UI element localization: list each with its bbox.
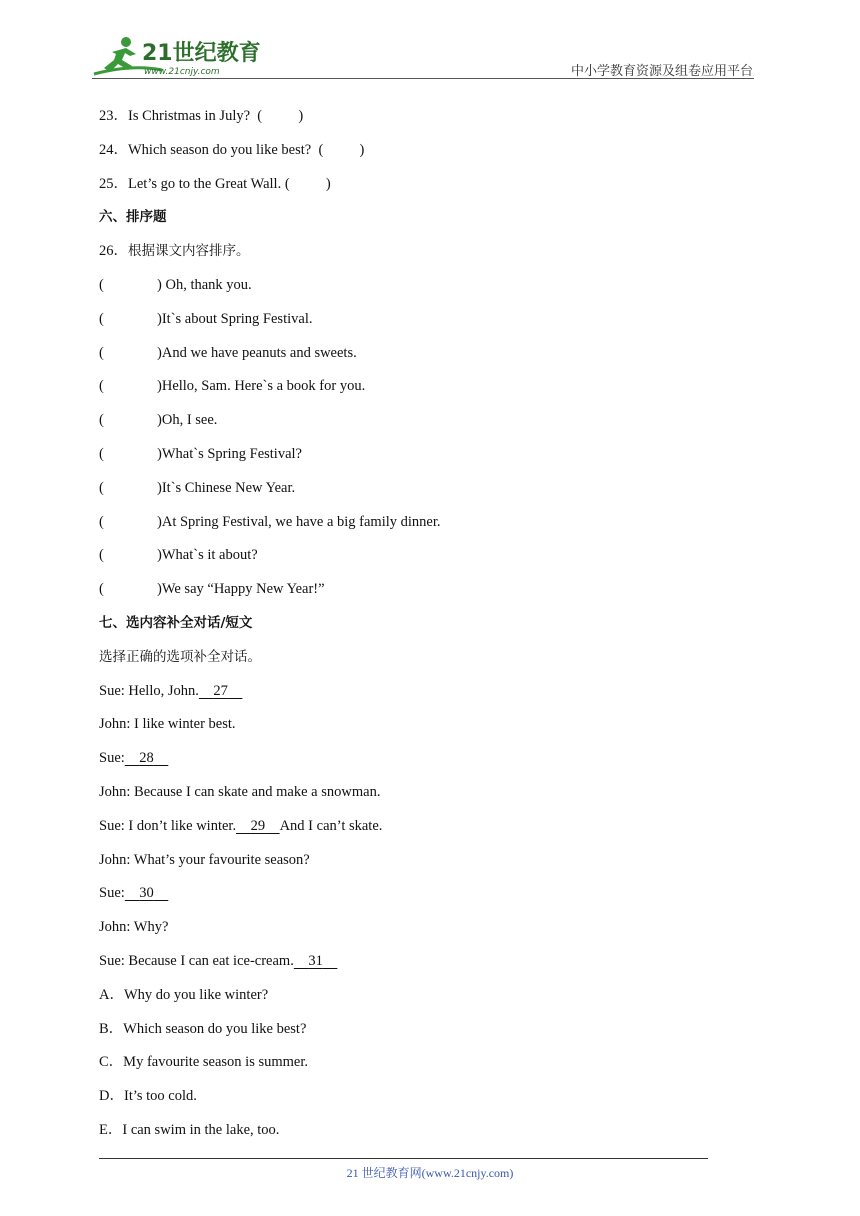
dialogue-line: John: What’s your favourite season? <box>99 851 310 868</box>
option-a: A．Why do you like winter? <box>99 986 269 1003</box>
option-b: B．Which season do you like best? <box>99 1020 307 1037</box>
question-24: 24．Which season do you like best? ( ) <box>99 141 365 158</box>
option-d: D．It’s too cold. <box>99 1088 197 1105</box>
order-item: ( )What`s Spring Festival? <box>99 445 302 462</box>
dialogue-line: Sue: 30 <box>99 885 154 902</box>
order-item: ( )At Spring Festival, we have a big family dinner. <box>99 513 441 530</box>
dialogue-line: Sue: Because I can eat ice-cream. 31 <box>99 952 323 969</box>
question-23: 23．Is Christmas in July? ( ) <box>99 108 304 124</box>
order-item: ( ) Oh, thank you. <box>99 276 252 293</box>
platform-name: 中小学教育资源及组卷应用平台 <box>571 64 754 79</box>
order-item: ( )It`s about Spring Festival. <box>99 310 313 327</box>
order-item: ( )And we have peanuts and sweets. <box>99 344 357 361</box>
site-logo <box>92 34 262 80</box>
order-item: ( )What`s it about? <box>99 547 258 564</box>
question-26: 26．根据课文内容排序。 <box>99 243 250 260</box>
option-e: E．I can swim in the lake, too. <box>99 1121 280 1138</box>
section-7-instruction: 选择正确的选项补全对话。 <box>99 648 261 665</box>
dialogue-line: Sue: I don’t like winter. 29 And I can’t skate. <box>99 817 383 834</box>
svg-text:21世纪教育: 21世纪教育 <box>142 41 261 66</box>
dialogue-line: Sue: Hello, John. 27 <box>99 682 228 699</box>
dialogue-line: John: Why? <box>99 919 169 936</box>
document-body <box>99 104 799 1152</box>
dialogue-line: John: Because I can skate and make a snowman. <box>99 783 381 800</box>
header-divider <box>92 78 754 79</box>
dialogue-line: Sue: 28 <box>99 750 154 767</box>
footer-divider <box>99 1158 708 1159</box>
section-6-title: 六、排序题 <box>99 209 167 226</box>
svg-text:www.21cnjy.com: www.21cnjy.com <box>144 67 220 77</box>
dialogue-line: John: I like winter best. <box>99 716 236 733</box>
order-item: ( )It`s Chinese New Year. <box>99 479 296 496</box>
option-c: C．My favourite season is summer. <box>99 1054 309 1071</box>
order-item: ( )Hello, Sam. Here`s a book for you. <box>99 378 366 395</box>
order-item: ( )Oh, I see. <box>99 412 218 429</box>
footer-link[interactable]: 21 世纪教育网(www.21cnjy.com) <box>346 1166 514 1180</box>
runner-logo-icon <box>92 34 262 80</box>
section-7-title: 七、选内容补全对话/短文 <box>99 614 253 631</box>
question-25: 25．Let’s go to the Great Wall. ( ) <box>99 175 331 192</box>
order-item: ( )We say “Happy New Year!” <box>99 581 325 598</box>
